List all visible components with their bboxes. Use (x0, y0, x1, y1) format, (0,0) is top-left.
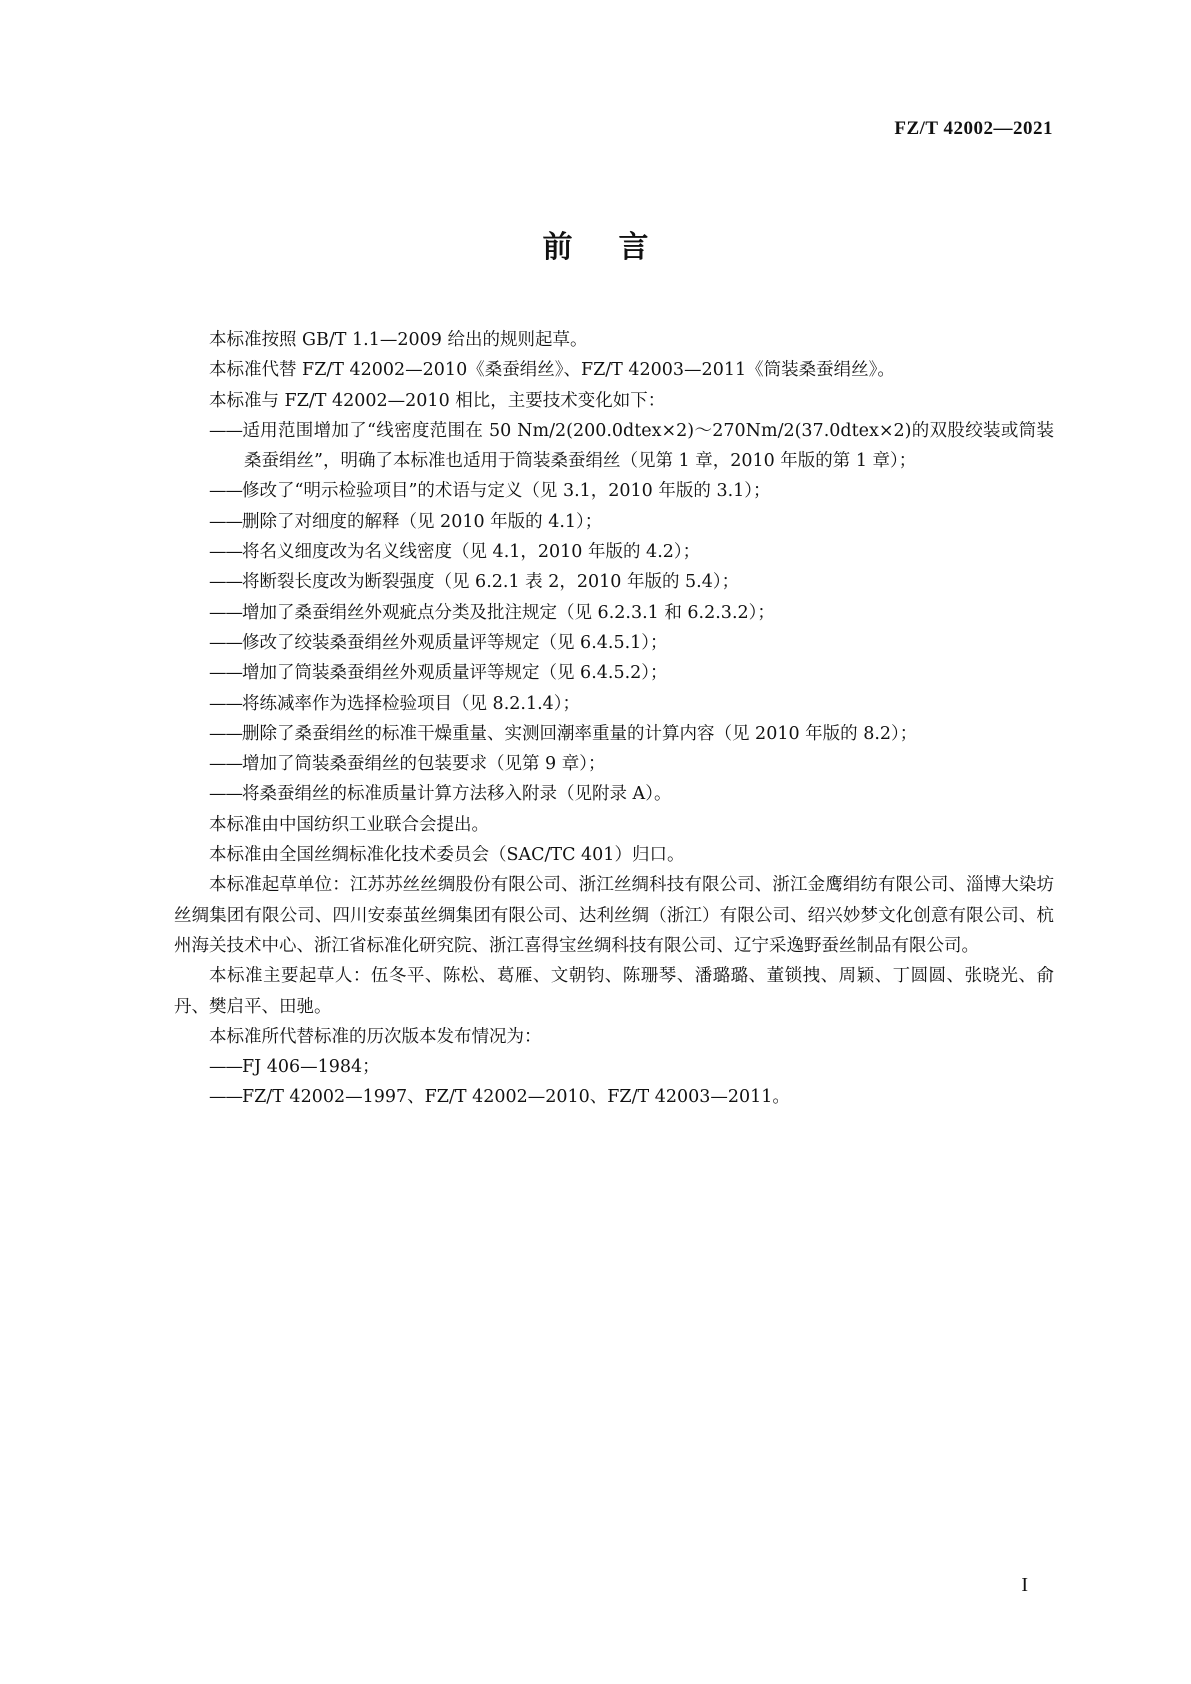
change-item (174, 689, 1054, 719)
dash-marker: —— (209, 420, 242, 441)
change-item (174, 749, 1054, 779)
change-item-text: 增加了桑蚕绢丝外观疵点分类及批注规定（见 6.2.3.1 和 6.2.3.2）； (242, 602, 775, 623)
change-item-text: 将名义细度改为名义线密度（见 4.1，2010 年版的 4.2）； (242, 542, 701, 563)
paragraph-history-intro: 本标准所代替标准的历次版本发布情况为： (209, 1026, 542, 1047)
history-item-text: FZ/T 42002—1997、FZ/T 42002—2010、FZ/T 42003—2011。 (242, 1087, 790, 1108)
dash-marker: —— (209, 1087, 242, 1108)
paragraph-replaces: 本标准代替 FZ/T 42002—2010《桑蚕绢丝》、FZ/T 42003—2011《筒装桑蚕绢丝》。 (209, 360, 895, 381)
change-item (174, 658, 1054, 688)
paragraph-proposed-by: 本标准由中国纺织工业联合会提出。 (209, 814, 489, 835)
change-item (174, 567, 1054, 597)
change-item-text: 将桑蚕绢丝的标准质量计算方法移入附录（见附录 A）。 (242, 784, 672, 805)
change-item (174, 537, 1054, 567)
change-item (174, 719, 1054, 749)
history-item (174, 1052, 1054, 1082)
history-item (174, 1082, 1054, 1112)
change-item (174, 476, 1054, 506)
paragraph-drafters: 本标准主要起草人：伍冬平、陈松、葛雁、文朝钧、陈珊琴、潘璐璐、董锁拽、周颖、丁圆圆、张晓光、俞丹、樊启平、田驰。 (174, 966, 1054, 1017)
change-item (174, 507, 1054, 537)
change-item (174, 416, 1054, 477)
dash-marker: —— (209, 693, 242, 714)
change-item-text: 将断裂长度改为断裂强度（见 6.2.1 表 2，2010 年版的 5.4）； (242, 572, 740, 593)
standard-code: FZ/T 42002—2021 (894, 118, 1053, 139)
page-title: 前言 (542, 230, 695, 265)
dash-marker: —— (209, 663, 242, 684)
paragraph-drafting-units: 本标准起草单位：江苏苏丝丝绸股份有限公司、浙江丝绸科技有限公司、浙江金鹰绢纺有限公司、淄博大染坊丝绸集团有限公司、四川安泰茧丝绸集团有限公司、达利丝绸（浙江）有限公司、绍兴妙梦文化创意有限公司、杭州海关技术中心、浙江省标准化研究院、浙江喜得宝丝绸科技有限公司、辽宁采逸野蚕丝制品有限公司。 (174, 875, 1054, 956)
change-item-text: 增加了筒装桑蚕绢丝的包装要求（见第 9 章）； (242, 754, 606, 775)
change-item-text: 修改了绞装桑蚕绢丝外观质量评等规定（见 6.4.5.1）； (242, 632, 668, 653)
change-item-text: 将练减率作为选择检验项目（见 8.2.1.4）； (242, 693, 581, 714)
change-item-text: 删除了对细度的解释（见 2010 年版的 4.1）； (242, 511, 603, 532)
dash-marker: —— (209, 542, 242, 563)
dash-marker: —— (209, 602, 242, 623)
paragraph-drafting-rules: 本标准按照 GB/T 1.1—2009 给出的规则起草。 (209, 330, 588, 350)
change-item (174, 779, 1054, 809)
dash-marker: —— (209, 481, 242, 502)
paragraph-administered-by: 本标准由全国丝绸标准化技术委员会（SAC/TC 401）归口。 (209, 845, 685, 866)
dash-marker: —— (209, 632, 242, 653)
paragraph-changes-intro: 本标准与 FZ/T 42002—2010 相比，主要技术变化如下： (209, 390, 666, 411)
page-number: I (1021, 1574, 1028, 1596)
foreword-body (174, 325, 1054, 1113)
change-item-text: 增加了筒装桑蚕绢丝外观质量评等规定（见 6.4.5.2）； (242, 663, 668, 684)
dash-marker: —— (209, 784, 242, 805)
change-item-text: 修改了“明示检验项目”的术语与定义（见 3.1，2010 年版的 3.1）； (242, 481, 771, 502)
change-item-text: 适用范围增加了“线密度范围在 50 Nm/2(200.0dtex×2)～270Nm/2(37.0dtex×2)的双股绞装或筒装桑蚕绢丝”，明确了本标准也适用于筒装桑蚕绢丝（见第 1 章，2010 年版的第 1 章）； (242, 420, 1054, 472)
change-item-text: 删除了桑蚕绢丝的标准干燥重量、实测回潮率重量的计算内容（见 2010 年版的 8.2）； (242, 723, 918, 744)
dash-marker: —— (209, 1057, 242, 1078)
dash-marker: —— (209, 723, 242, 744)
dash-marker: —— (209, 572, 242, 593)
dash-marker: —— (209, 754, 242, 775)
dash-marker: —— (209, 511, 242, 532)
change-item (174, 598, 1054, 628)
change-item (174, 628, 1054, 658)
history-item-text: FJ 406—1984； (242, 1057, 380, 1078)
